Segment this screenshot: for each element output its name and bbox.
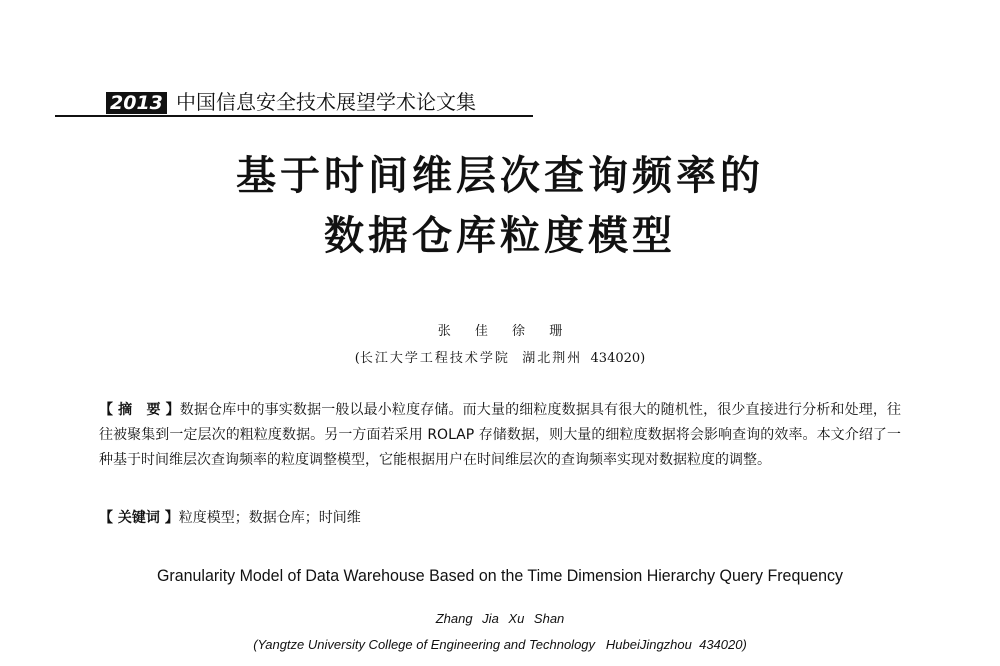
header-year-badge: 2013 [106,92,167,114]
abstract-label: 【 摘 要 】 [99,402,180,418]
affiliation-cn-postcode: 434020 [590,351,641,366]
paper-title-cn-line2: 数据仓库粒度模型 [324,212,676,259]
header-proceedings-title: 中国信息安全技术展望学术论文集 [176,90,476,114]
abstract-cn [99,398,901,473]
paper-title-en: Granularity Model of Data Warehouse Based on the Time Dimension Hierarchy Query Frequency [157,566,843,585]
affiliation-cn [0,347,1000,366]
keywords-label: 【 关键词 】 [99,510,179,526]
paper-title-cn-line1: 基于时间维层次查询频率的 [236,152,764,199]
affiliation-en: (Yangtze University College of Engineering and Technology HubeiJingzhou 434020) [253,637,747,652]
abstract-text: 数据仓库中的事实数据一般以最小粒度存储。而大量的细粒度数据具有很大的随机性，很少直接进行分析和处理，往往被聚集到一定层次的粗粒度数据。另一方面若采用 ROLAP 存储数据，则大量的细粒度数据将会影响查询的效率。本文介绍了一种基于时间维层次查询频率的粒度调整模型，它能根据用户在时间维层次的查询频率实现对数据粒度的调整。 [99,402,901,468]
affiliation-cn-close: ) [640,351,646,366]
keywords-cn [99,506,361,531]
authors-cn: 张 佳 徐 珊 [437,324,573,339]
affiliation-cn-institution: 长江大学工程技术学院 [359,351,510,366]
affiliation-cn-location: 湖北荆州 [522,351,583,366]
authors-en: Zhang Jia Xu Shan [435,611,565,626]
keywords-text: 粒度模型；数据仓库；时间维 [178,510,361,526]
affiliation-cn-open: ( [354,351,360,366]
header-rule [55,115,533,117]
